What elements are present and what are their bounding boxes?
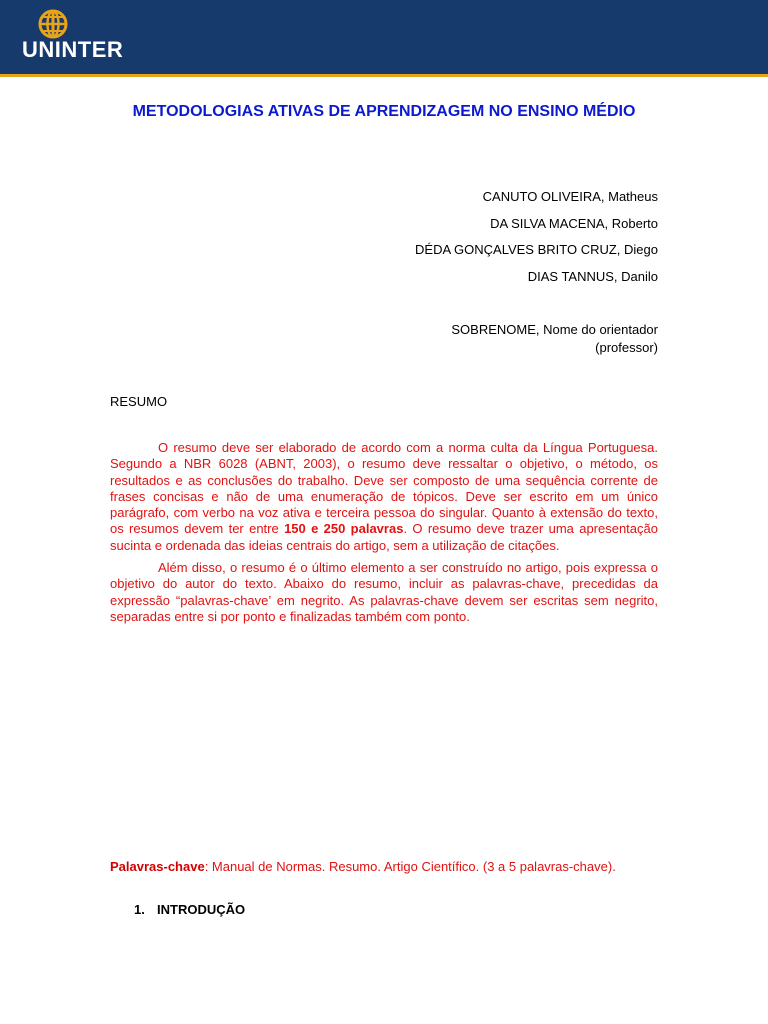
keywords (110, 858, 658, 875)
author-name: DÉDA GONÇALVES BRITO CRUZ, Diego (415, 242, 658, 257)
abstract-paragraph (110, 440, 658, 554)
author-list (300, 188, 658, 294)
abstract (110, 440, 658, 631)
keywords-text: : Manual de Normas. Resumo. Artigo Científico. (3 a 5 palavras-chave). (204, 859, 616, 874)
advisor-role: (professor) (595, 340, 658, 355)
logo-text: UNINTER (22, 37, 124, 62)
advisor-name: SOBRENOME, Nome do orientador (451, 322, 658, 337)
resumo-heading: RESUMO (110, 394, 168, 409)
word-count-emphasis: 150 e 250 palavras (284, 521, 404, 537)
keywords-label: Palavras-chave (110, 859, 205, 874)
author-name: DA SILVA MACENA, Roberto (490, 215, 658, 231)
advisor-block (380, 321, 658, 357)
abstract-text: . O resumo deve trazer uma apresentação sucinta e ordenada das ideias centrais do artigo, sem a utilização de citações. (110, 521, 658, 553)
author-name: CANUTO OLIVEIRA, Matheus (482, 189, 658, 204)
abstract-text: O resumo deve ser elaborado de acordo com a norma culta da Língua Portuguesa. Segundo a NBR 6028 (ABNT, 2003), o resumo deve ressaltar o objetivo, o método, os resultados e as conclusões do trabalho. Deve ser composto de uma sequência corrente de frases concisas e não de uma enumeração de tópicos. Deve ser escrito em um único parágrafo, com verbo na voz ativa e terceira pessoa do singular. Quanto à extensão do texto, os resumos devem ter entre (110, 440, 658, 537)
abstract-paragraph: Além disso, o resumo é o último elemento a ser construído no artigo, pois expressa o objetivo do autor do texto. Abaixo do resumo, incluir as palavras-chave, precedidas da expressão “palavras-chave’ em negrito. As palavras-chave devem ser escritas sem negrito, separadas entre si por ponto e finalizadas também com ponto. (110, 560, 658, 624)
uninter-logo (22, 8, 124, 64)
document-title: METODOLOGIAS ATIVAS DE APRENDIZAGEM NO ENSINO MÉDIO (132, 103, 636, 120)
author-name: DIAS TANNUS, Danilo (527, 268, 658, 284)
section-title: INTRODUÇÃO (157, 902, 246, 917)
header-band (0, 0, 768, 77)
section-heading-introducao (134, 901, 245, 919)
section-number: 1. (134, 902, 145, 917)
